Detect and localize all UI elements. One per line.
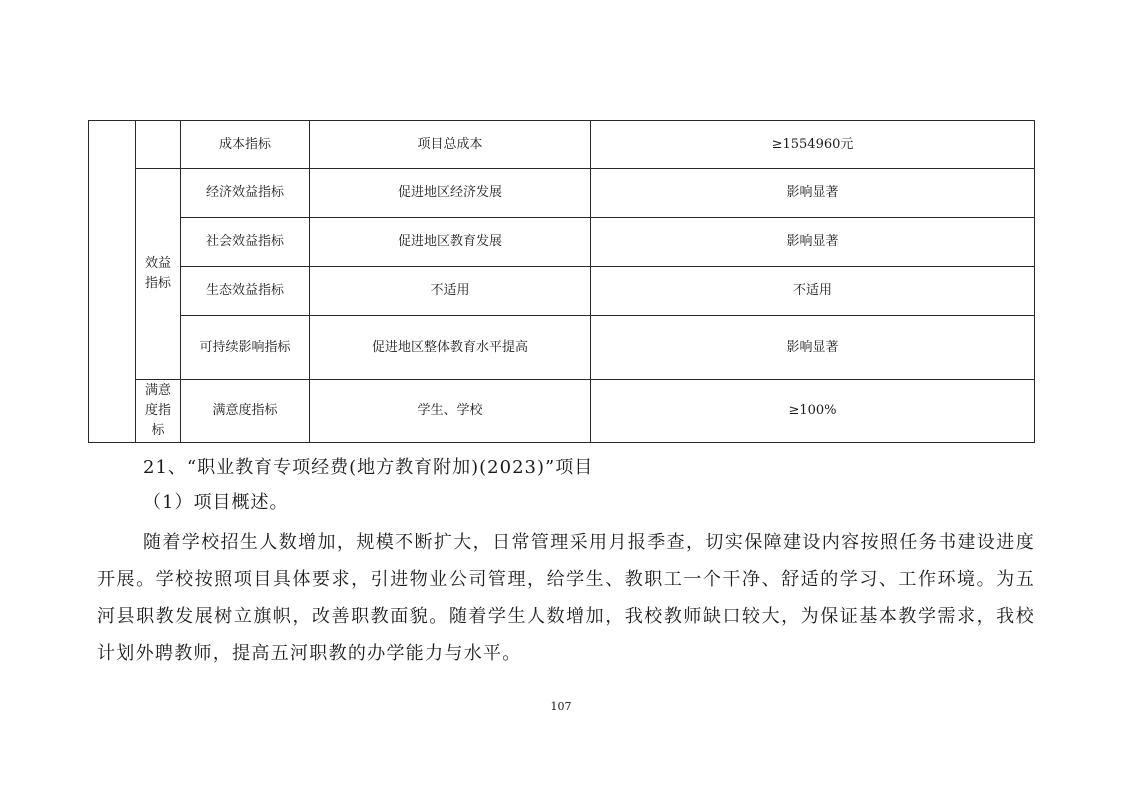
table-row (89, 218, 1035, 267)
indicator-value-cell: 影响显著 (591, 316, 1035, 380)
table-row (89, 121, 1035, 169)
table-row (89, 169, 1035, 218)
indicator-content-cell: 促进地区整体教育水平提高 (310, 316, 591, 380)
indicator-value-cell: 不适用 (591, 267, 1035, 316)
indicator-content-cell: 促进地区教育发展 (310, 218, 591, 267)
level3-indicator-cell: 成本指标 (181, 121, 310, 169)
level1-indicator-cell (89, 121, 136, 443)
indicator-value-cell: ≥100% (591, 380, 1035, 443)
table-row (89, 267, 1035, 316)
table-row (89, 380, 1035, 443)
section-heading: 21、“职业教育专项经费(地方教育附加)(2023)”项目 (143, 457, 594, 478)
level2-indicator-cell: 效益 指标 (136, 169, 181, 380)
body-paragraph: 随着学校招生人数增加，规模不断扩大，日常管理采用月报季查，切实保障建设内容按照任务书建设进度开展。学校按照项目具体要求，引进物业公司管理，给学生、教职工一个干净、舒适的学习、工作环境。为五河县职教发展树立旗帜，改善职教面貌。随着学生人数增加，我校教师缺口较大，为保证基本教学需求，我校计划外聘教师，提高五河职教的办学能力与水平。 (97, 532, 1035, 664)
level3-indicator-cell: 可持续影响指标 (181, 316, 310, 380)
level2-indicator-cell (136, 121, 181, 169)
level2-indicator-cell: 满意 度指 标 (136, 380, 181, 443)
level3-indicator-cell: 满意度指标 (181, 380, 310, 443)
section-subheading: （1）项目概述。 (143, 492, 289, 513)
indicator-content-cell: 促进地区经济发展 (310, 169, 591, 218)
indicator-content-cell: 项目总成本 (310, 121, 591, 169)
performance-indicator-table (88, 120, 1035, 443)
level3-indicator-cell: 生态效益指标 (181, 267, 310, 316)
indicator-value-cell: ≥1554960元 (591, 121, 1035, 169)
indicator-content-cell: 学生、学校 (310, 380, 591, 443)
indicator-content-cell: 不适用 (310, 267, 591, 316)
level3-indicator-cell: 经济效益指标 (181, 169, 310, 218)
indicator-value-cell: 影响显著 (591, 218, 1035, 267)
table-row (89, 316, 1035, 380)
level3-indicator-cell: 社会效益指标 (181, 218, 310, 267)
page-number: 107 (550, 700, 572, 713)
indicator-value-cell: 影响显著 (591, 169, 1035, 218)
